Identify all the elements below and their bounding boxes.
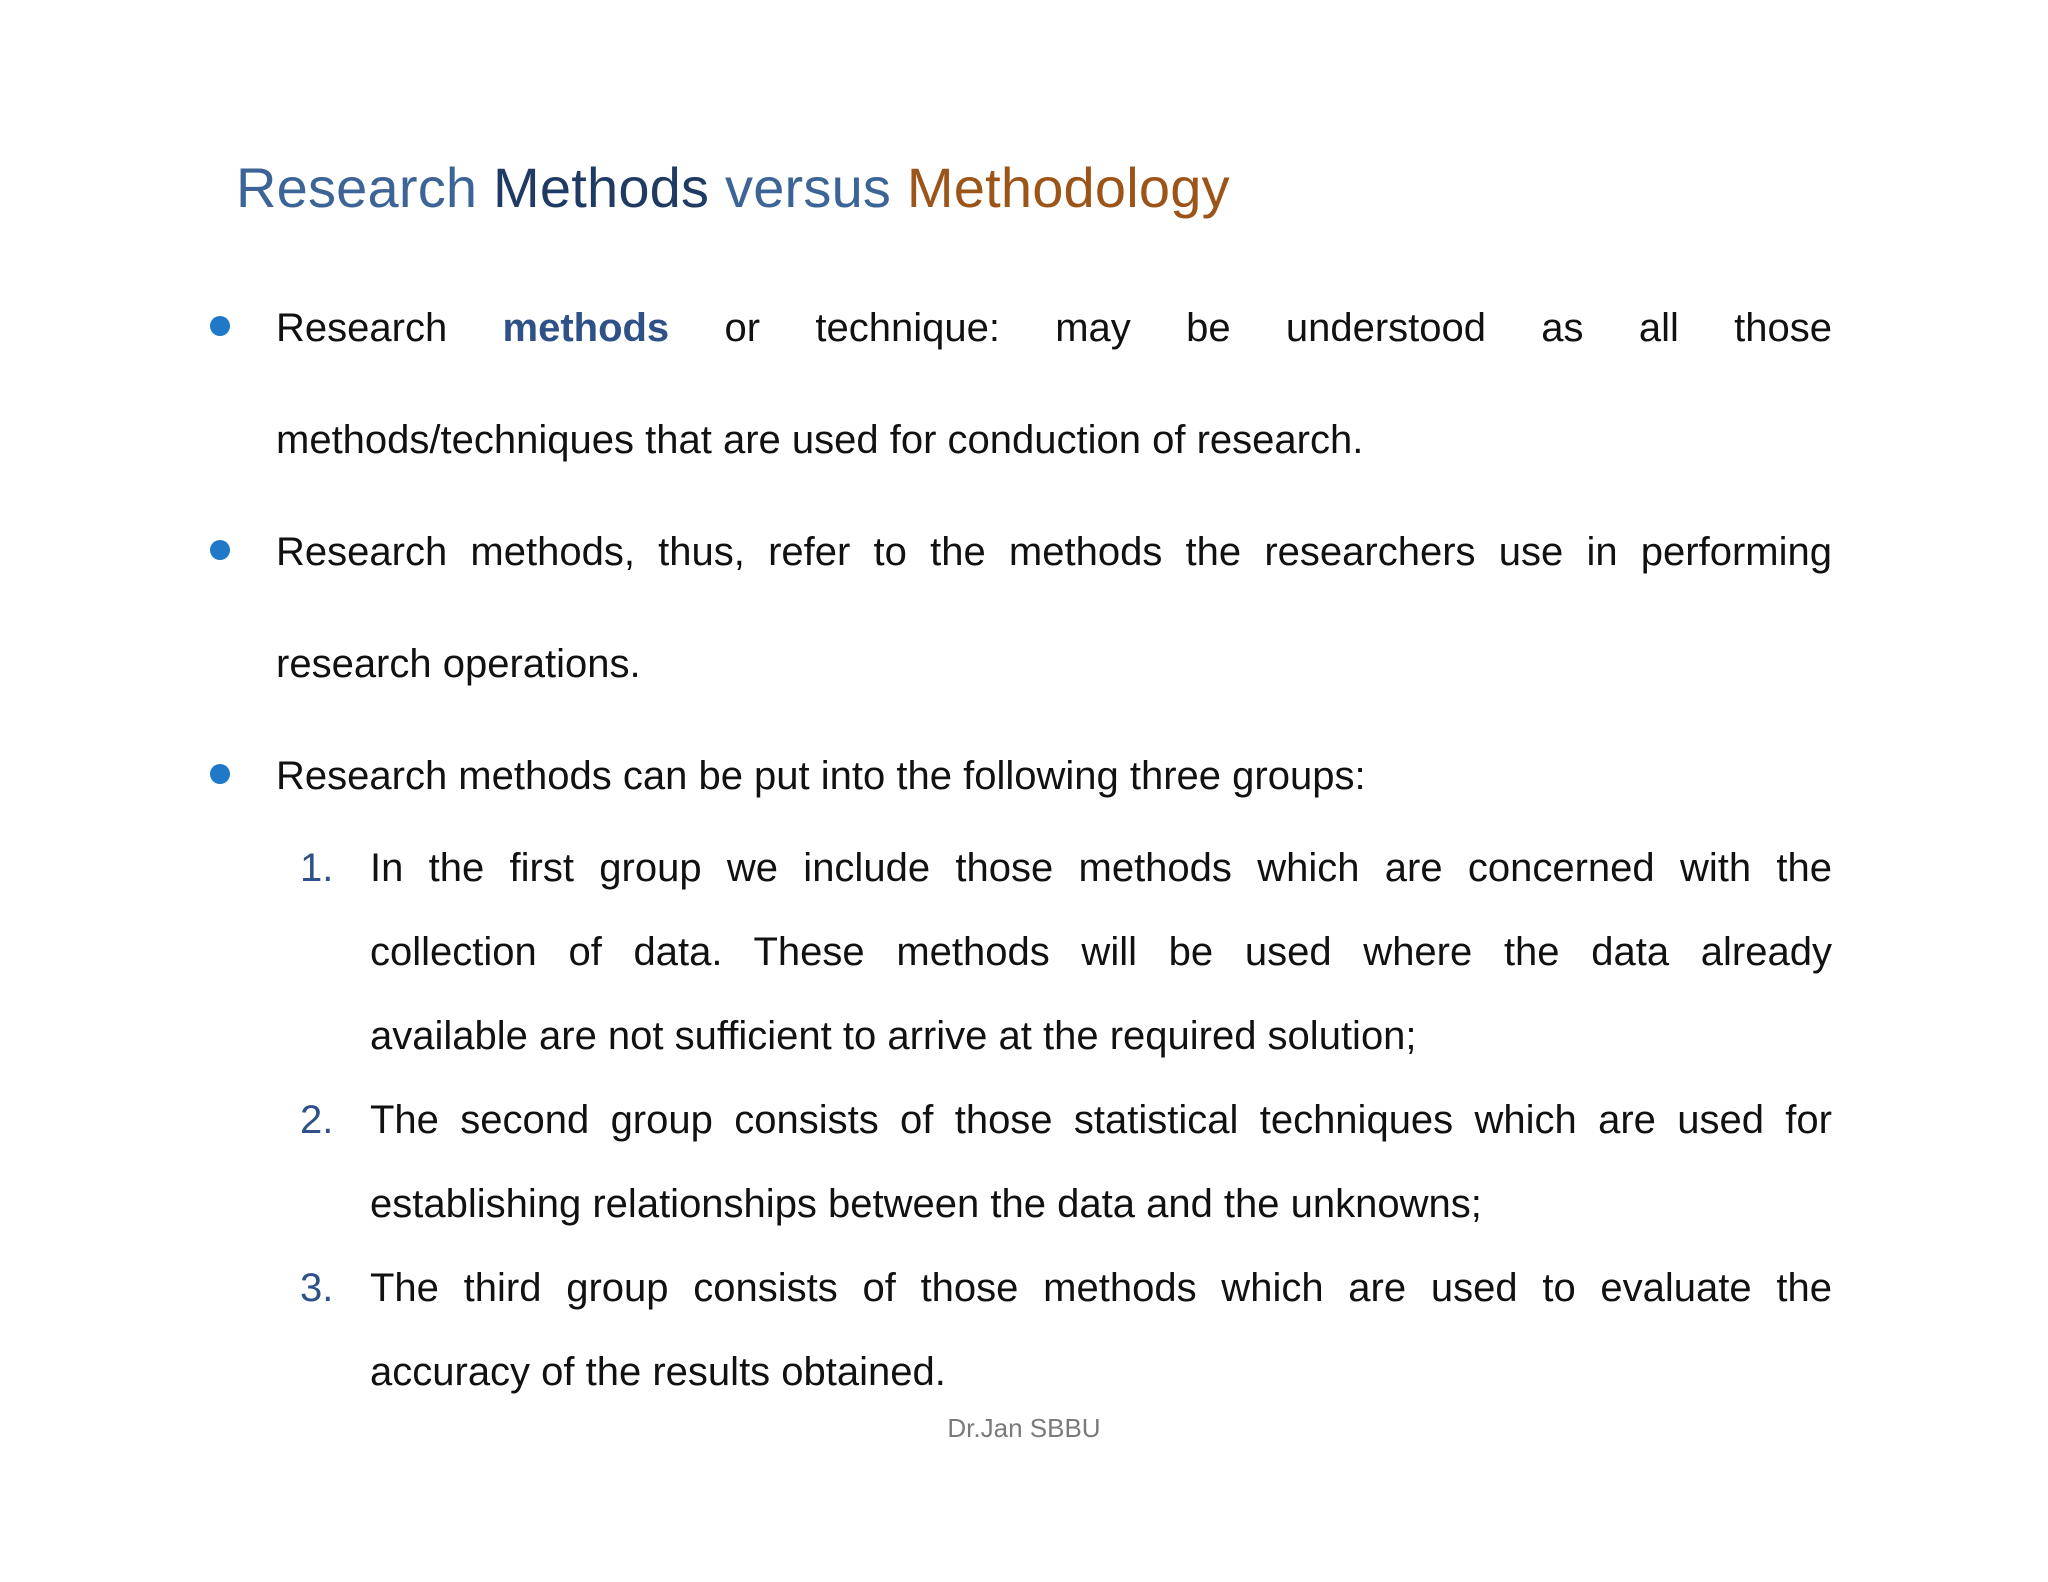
numbered-item-2-line-1: The second group consists of those statistical techniques which are used for (370, 1098, 1832, 1142)
slide-footer: Dr.Jan SBBU (947, 1413, 1101, 1443)
bullet-1-text-before: Research (276, 306, 448, 350)
bullet-2-line-1: Research methods, thus, refer to the methods the researchers use in performing (276, 530, 1832, 574)
bullet-1-text-after: or technique: may be understood as all those (724, 306, 1832, 350)
bullet-item-2 (276, 496, 1832, 720)
numbered-item-3-line-1: The third group consists of those methods which are used to evaluate the (370, 1266, 1832, 1310)
title-word-methods: Methods (493, 156, 710, 219)
numbered-item-1-line-3: available are not sufficient to arrive at the required solution; (370, 1014, 1417, 1058)
bullet-dot-icon (210, 764, 230, 784)
numbered-item-1 (300, 826, 1832, 1078)
numbered-item-3 (300, 1246, 1832, 1414)
title-word-research: Research (236, 156, 478, 219)
bullet-1-line-1 (276, 272, 1832, 384)
title-word-methodology: Methodology (906, 156, 1230, 219)
bullet-dot-icon (210, 316, 230, 336)
numbered-item-2 (300, 1078, 1832, 1246)
numbered-item-3-line-2: accuracy of the results obtained. (370, 1350, 946, 1394)
bullet-item-3 (276, 720, 1832, 832)
numbered-item-1-line-1: In the first group we include those methods which are concerned with the (370, 846, 1832, 890)
numbered-item-1-line-2: collection of data. These methods will be used where the data already (370, 930, 1832, 974)
bullet-1-keyword: methods (502, 306, 670, 350)
numbered-item-2-label: 2. (300, 1098, 334, 1142)
bullet-item-1 (276, 272, 1832, 496)
numbered-item-3-label: 3. (300, 1266, 334, 1310)
bullet-1-line-2: methods/techniques that are used for conduction of research. (276, 418, 1364, 462)
numbered-item-2-line-2: establishing relationships between the data and the unknowns; (370, 1182, 1482, 1226)
numbered-item-1-label: 1. (300, 846, 334, 890)
bullet-dot-icon (210, 540, 230, 560)
bullet-2-line-2: research operations. (276, 642, 641, 686)
bullet-3-line-1: Research methods can be put into the following three groups: (276, 754, 1366, 798)
title-word-versus: versus (725, 156, 892, 219)
